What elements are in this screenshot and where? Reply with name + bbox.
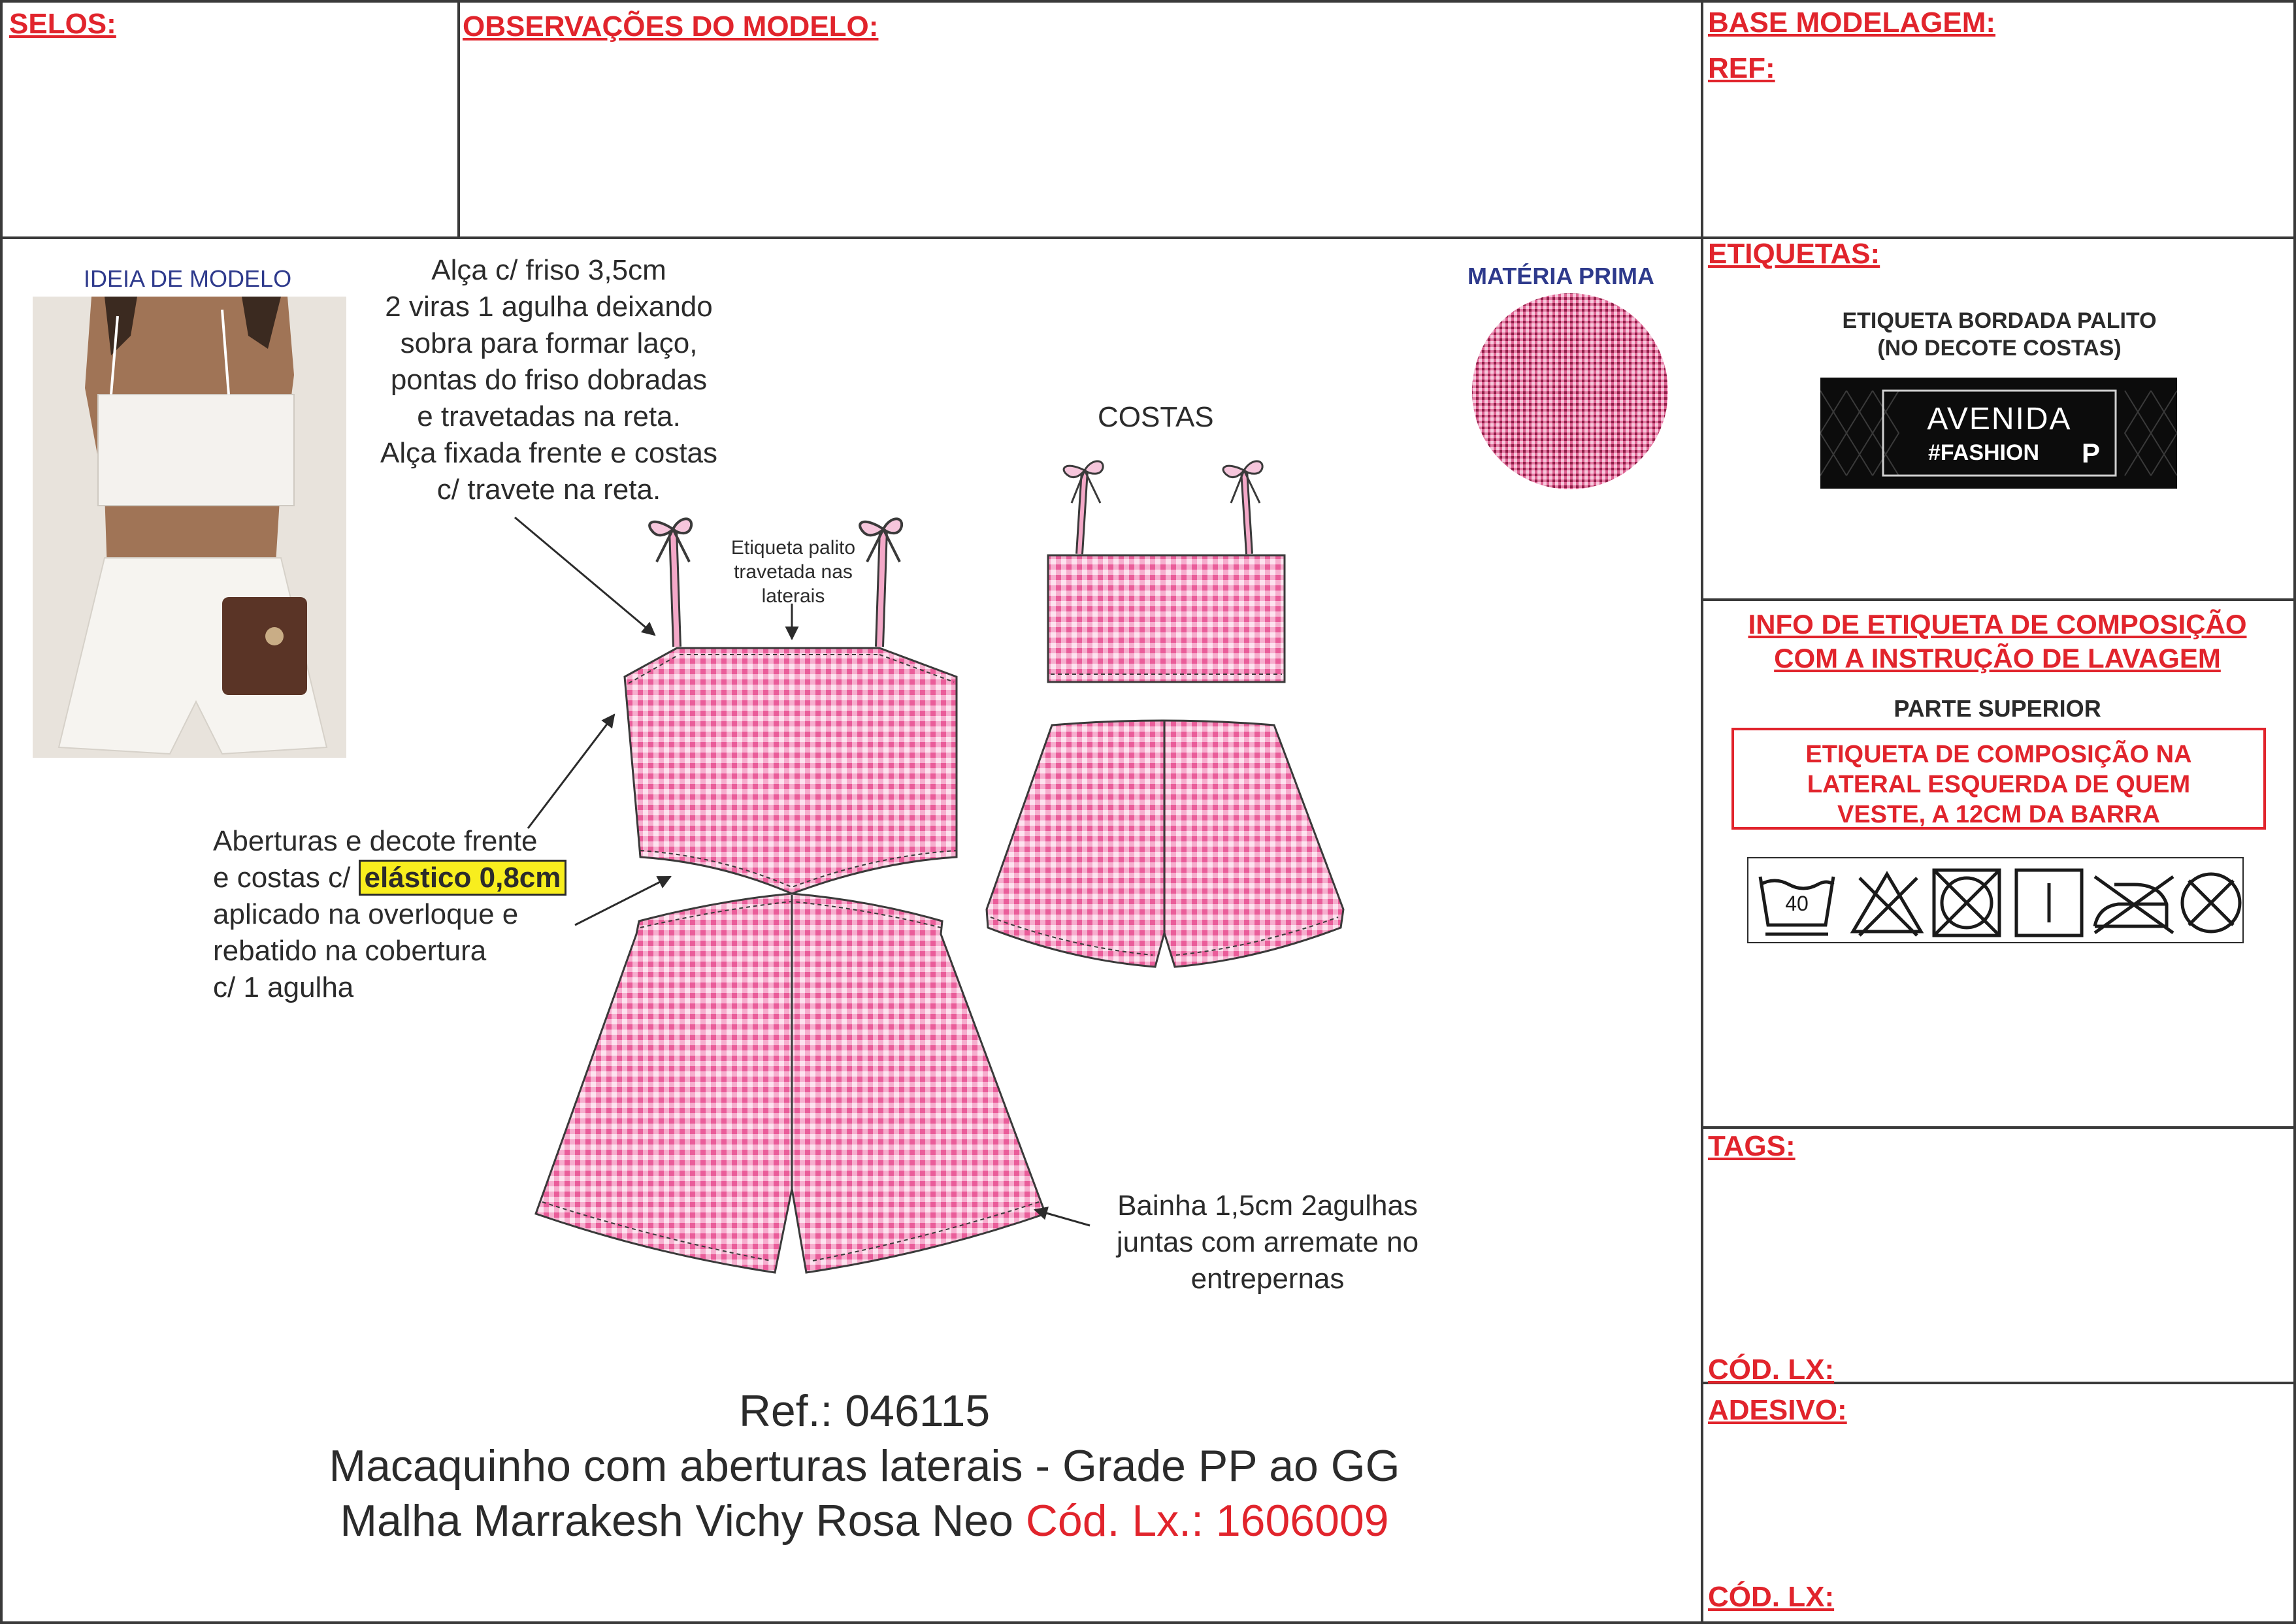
aberturas-note: Aberturas e decote frente e costas c/ elástico 0,8cm aplicado na overloque e rebatido na cobertura c/ 1 agulha: [213, 823, 631, 1006]
front-view: [536, 519, 1045, 1273]
bainha-note: Bainha 1,5cm 2agulhas juntas com arremate no entrepernas: [1116, 1190, 1419, 1295]
line-dry-icon: [2016, 870, 2082, 935]
back-view: [987, 461, 1343, 967]
parte-superior-label: PARTE SUPERIOR: [1894, 695, 2101, 722]
arrow-bainha: [1035, 1210, 1090, 1226]
label-brand-text: AVENIDA: [1927, 402, 2072, 436]
etiquetas-heading: ETIQUETAS:: [1708, 238, 1880, 270]
fabric-code: Cód. Lx.: 1606009: [1025, 1496, 1389, 1546]
alca-note: Alça c/ friso 3,5cm 2 viras 1 agulha deixando sobra para formar laço, pontas do friso dobradas e travetadas na reta. Alça fixada frente e costas c/ travete na reta.: [380, 254, 718, 506]
label-size-text: P: [2082, 438, 2101, 468]
no-dry-clean-icon: [2182, 874, 2240, 932]
cod-lx-1-label: CÓD. LX:: [1708, 1354, 1835, 1386]
care-symbols: [1747, 857, 2244, 943]
composicao-box: ETIQUETA DE COMPOSIÇÃO NA LATERAL ESQUERDA DE QUEM VESTE, A 12CM DA BARRA: [1731, 728, 2266, 830]
materia-prima-label: MATÉRIA PRIMA: [1468, 263, 1654, 289]
ref-heading: REF:: [1708, 52, 1775, 84]
etiqueta-palito-note: Etiqueta palito travetada nas laterais: [730, 537, 856, 607]
elastico-highlight: elástico 0,8cm: [359, 860, 567, 896]
tags-heading: TAGS:: [1708, 1130, 1796, 1162]
label-tag-text: #FASHION: [1927, 440, 2040, 465]
arrow-aberturas-top: [528, 715, 614, 828]
wash-temp-text: 40: [1785, 892, 1809, 915]
product-description: Macaquinho com aberturas laterais - Grade PP ao GG: [329, 1441, 1400, 1491]
brand-label: [1820, 378, 2177, 489]
no-bleach-icon: [1853, 874, 1921, 935]
cod-lx-2-label: CÓD. LX:: [1708, 1581, 1835, 1613]
ref-code: Ref.: 046115: [738, 1386, 991, 1436]
costas-label: COSTAS: [1098, 401, 1214, 433]
arrow-alca: [515, 517, 655, 635]
observacoes-heading: OBSERVAÇÕES DO MODELO:: [463, 10, 879, 42]
ideia-de-modelo-label: IDEIA DE MODELO: [84, 265, 292, 292]
selos-heading: SELOS:: [9, 8, 116, 40]
no-tumble-dry-icon: [1934, 870, 1999, 935]
adesivo-heading: ADESIVO:: [1708, 1394, 1847, 1426]
base-modelagem-heading: BASE MODELAGEM:: [1708, 7, 1995, 39]
no-iron-icon: [2095, 877, 2173, 933]
etiqueta-bordada-note: ETIQUETA BORDADA PALITO (NO DECOTE COSTAS): [1842, 308, 2157, 361]
fabric-name: Malha Marrakesh Vichy Rosa Neo: [340, 1496, 1013, 1546]
footer-block: [242, 1384, 1487, 1548]
info-composicao-heading: INFO DE ETIQUETA DE COMPOSIÇÃO COM A INSTRUÇÃO DE LAVAGEM: [1748, 609, 2247, 674]
